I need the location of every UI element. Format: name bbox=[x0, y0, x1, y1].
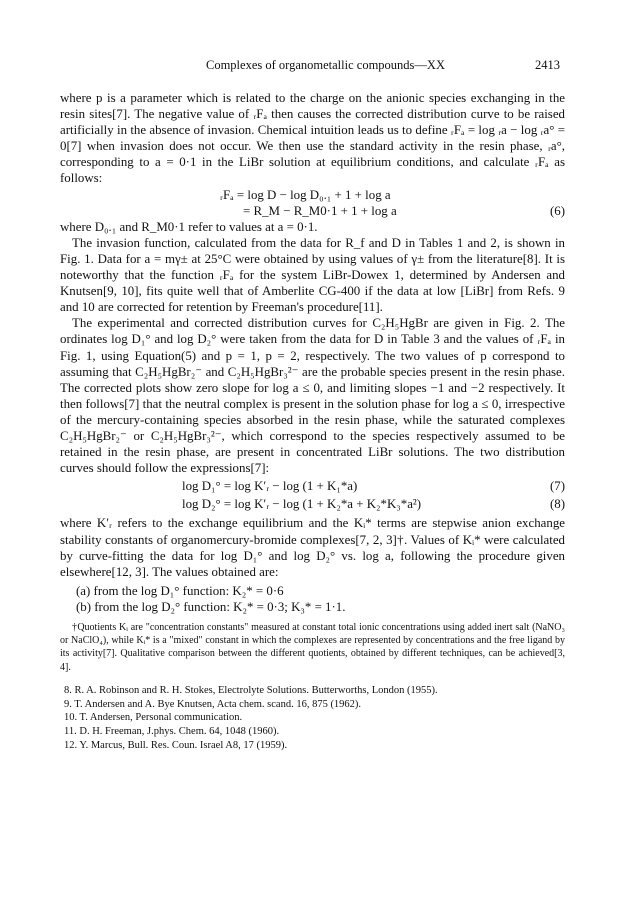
running-header bbox=[60, 58, 560, 76]
equation-8 bbox=[60, 496, 565, 512]
equation-6-line-2 bbox=[60, 203, 565, 219]
equation-7-body: log D₁° = log K′ᵣ − log (1 + K₁*a) bbox=[182, 479, 358, 494]
equation-8-number: (8) bbox=[549, 497, 565, 512]
footnote bbox=[60, 621, 565, 674]
equation-7 bbox=[60, 478, 565, 494]
paragraph-stability-constants: where K′ᵣ refers to the exchange equilibrium and the Kᵢ* terms are stepwise anion exchange stability constants of organomercury-bromide complexes[7, 2, 3]†. Values of Kᵢ* were calculated by curve-fitting the data for log D₁° and log D₂° vs. log a, following the procedure given elsewhere[12, 3]. The values obtained are: bbox=[60, 516, 565, 579]
result-a: (a) from the log D₁° function: K₂* = 0·6 bbox=[76, 583, 284, 598]
reference-item: 8. R. A. Robinson and R. H. Stokes, Electrolyte Solutions. Butterworths, London (1955). bbox=[64, 684, 438, 696]
page-number: 2413 bbox=[535, 58, 560, 72]
running-title: Complexes of organometallic compounds—XX bbox=[206, 58, 445, 72]
equation-7-number: (7) bbox=[549, 479, 565, 494]
main-text-column bbox=[60, 90, 565, 752]
reference-item: 10. T. Andersen, Personal communication. bbox=[64, 712, 243, 724]
paragraph-invasion-function: The invasion function, calculated from the data for R_f and D in Tables 1 and 2, is shown in Fig. 1. Data for a = mγ± at 25°C were obtained by using values of γ± from the literature[8]. It is noteworthy that the function ᵣFₐ for the system LiBr-Dowex 1, determined by Andersen and Knutsen[9, 10], fits quite well that of Amberlite CG-400 if the data at low [LiBr] from Refs. 9 and 10 are corrected for retention by Freeman's procedure[11]. bbox=[60, 235, 565, 315]
reference-item: 11. D. H. Freeman, J.phys. Chem. 64, 1048 (1960). bbox=[64, 725, 280, 737]
results-list bbox=[76, 583, 565, 615]
reference-list bbox=[60, 684, 565, 753]
footnote-text: †Quotients Kᵢ are "concentration constants" measured at constant total ionic concentrations using added inert salt (NaNO₃ or NaClO₄), while Kᵢ* is a "mixed" constant in which the complexes are represented by concentrations and the free ligand by its activity[7]. Qualitative comparison between the different quotients, obtained by different techniques, can be achieved[3, 4]. bbox=[60, 622, 565, 673]
equation-6-line-1 bbox=[60, 187, 565, 203]
paragraph-distribution-curves: The experimental and corrected distribution curves for C₂H₅HgBr are given in Fig. 2. The ordinates log D₁° and log D₂° were taken from the data for D in Table 3 and the values of ᵣFₐ in Fig. 1, using Equation(5) and p = 1, p = 2, respectively. The two values of p correspond to assuming that C₂H₅HgBr₂⁻ and C₂H₅HgBr₃²⁻ are the probable species present in the resin phase. The corrected plots show zero slope for log a ≤ 0, and limiting slopes −1 and −2 respectively. It then follows[7] that the neutral complex is present in the solution phase for log a ≤ 0, irrespective of the mercury-containing species absorbed in the resin phase, while the saturated complexes C₂H₅HgBr₂⁻ or C₂H₅HgBr₃²⁻, which correspond to the species respectively assumed to be retained in the resin phase, are present in concentrated LiBr solutions. The two distribution curves should follow the expressions[7]: bbox=[60, 316, 565, 476]
reference-item: 9. T. Andersen and A. Bye Knutsen, Acta chem. scand. 16, 875 (1962). bbox=[64, 698, 362, 710]
equation-6-number: (6) bbox=[549, 203, 565, 218]
result-b: (b) from the log D₂° function: K₂* = 0·3; K₃* = 1·1. bbox=[76, 599, 346, 614]
equation-8-body: log D₂° = log K′ᵣ − log (1 + K₂*a + K₂*K₃*a²) bbox=[182, 497, 422, 512]
equation-6-second-line: = R_M − R_M0·1 + 1 + log a bbox=[243, 203, 397, 218]
paragraph-resin-charge: where p is a parameter which is related to the charge on the anionic species exchanging in the resin sites[7]. The negative value of ᵣFₐ then causes the corrected distribution curve to be raised artificially in the absence of invasion. Chemical intuition leads us to define ᵣFₐ = log ᵣa − log ᵣa° = 0[7] when invasion does not occur. We then use the standard activity in the resin phase, ᵣa°, corresponding to a = 0·1 in the LiBr solution at equilibrium conditions, and calculate ᵣFₐ as follows: bbox=[60, 91, 565, 186]
reference-item: 12. Y. Marcus, Bull. Res. Coun. Israel A8, 17 (1959). bbox=[64, 739, 288, 751]
paragraph-reference-values: where D₀.₁ and R_M0·1 refer to values at a = 0·1. bbox=[60, 219, 318, 234]
equation-6-first-line: ᵣFₐ = log D − log D₀.₁ + 1 + log a bbox=[220, 187, 391, 202]
